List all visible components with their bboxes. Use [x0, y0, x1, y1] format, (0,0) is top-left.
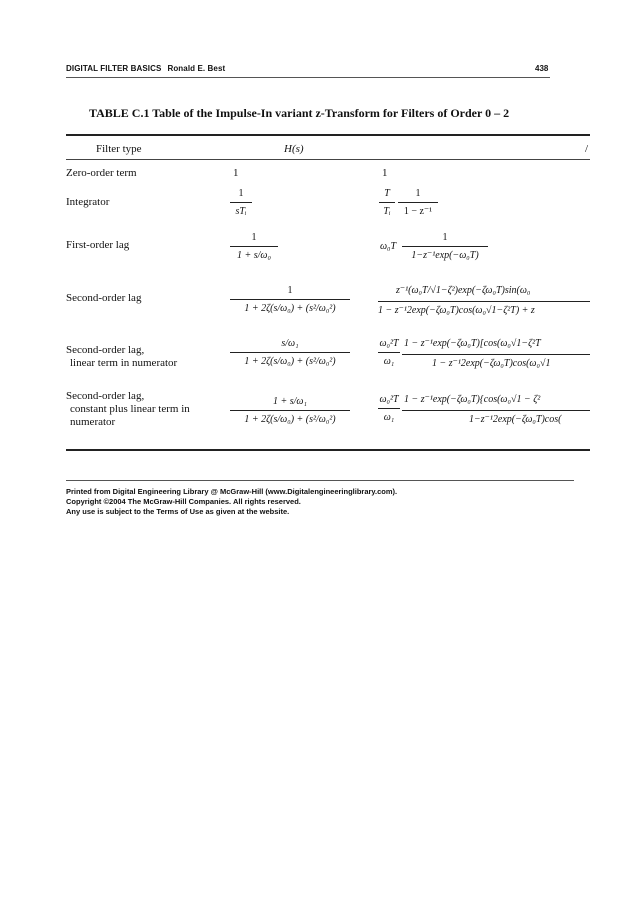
- row-second-order-hz-bar: [378, 301, 590, 302]
- page-number: 438: [535, 64, 549, 73]
- row-first-order-label: First-order lag: [66, 239, 130, 251]
- hs-numerator: 1 + s/ω₁: [273, 396, 307, 407]
- book-title: DIGITAL FILTER BASICS: [66, 64, 162, 73]
- row-zero-order-label: Zero-order term: [66, 167, 137, 179]
- hz-prefix-denominator: ω₁: [383, 412, 395, 423]
- running-header: [66, 64, 225, 73]
- row-constant-linear-hz-numerator: 1 − z⁻¹exp(−ζω₀T){cos(ω₀√1 − ζ²: [404, 394, 541, 405]
- row-integrator-hz-a: [379, 187, 395, 218]
- hz-numerator: 1: [442, 232, 448, 243]
- hs-denominator: 1 + 2ζ(s/ω₀) + (s²/ω₀²): [244, 303, 336, 314]
- hz-prefix-denominator: ω₁: [383, 356, 395, 367]
- label-line-1: Second-order lag,: [66, 390, 145, 402]
- row-first-order-hz: [402, 231, 488, 262]
- row-first-order-hs: [230, 231, 278, 262]
- footer-line-3: Any use is subject to the Terms of Use as given at the website.: [66, 507, 290, 516]
- hz-denominator: 1 − z⁻¹: [403, 206, 433, 217]
- author-name: Ronald E. Best: [167, 64, 226, 73]
- row-second-order-label: Second-order lag: [66, 292, 142, 304]
- row-constant-linear-hs: [230, 395, 350, 426]
- row-linear-numerator-hz-bar: [402, 354, 590, 355]
- row-first-order-hz-prefix: ω₀T: [380, 241, 397, 252]
- label-line-3: numerator: [70, 416, 116, 428]
- footer-line-2: Copyright ©2004 The McGraw-Hill Companies. All rights reserved.: [66, 497, 301, 506]
- column-header-hs: H(s): [284, 143, 304, 155]
- row-linear-numerator-hz-numerator: 1 − z⁻¹exp(−ζω₀T)[cos(ω₀√1−ζ²T: [404, 338, 541, 349]
- row-integrator-label: Integrator: [66, 196, 110, 208]
- row-second-order-hz-denominator: 1 − z⁻¹2exp(−ζω₀T)cos(ω₀√1−ζ²T) + z: [378, 305, 535, 316]
- hs-denominator: sTᵢ: [235, 206, 247, 217]
- column-header-clipped: /: [585, 143, 589, 155]
- hz-prefix-numerator: ω₀²T: [379, 394, 399, 405]
- hz-numerator: T: [384, 188, 390, 199]
- table-top-rule: [66, 134, 590, 136]
- row-constant-linear-hz-denominator: 1−z⁻¹2exp(−ζω₀T)cos(: [469, 414, 562, 425]
- hz-denominator: 1−z⁻¹exp(−ω₀T): [411, 250, 479, 261]
- hz-numerator: 1: [415, 188, 421, 199]
- label-line-2: constant plus linear term in: [70, 403, 190, 415]
- footer-notice: [66, 487, 397, 517]
- row-constant-linear-label: [66, 390, 190, 429]
- row-constant-linear-hz-bar: [402, 410, 590, 411]
- label-line-1: Second-order lag,: [66, 344, 145, 356]
- hs-denominator: 1 + s/ω₀: [237, 250, 271, 261]
- hs-numerator: s/ω₁: [281, 338, 299, 349]
- hs-denominator: 1 + 2ζ(s/ω₀) + (s²/ω₀²): [244, 414, 336, 425]
- row-linear-numerator-hs: [230, 337, 350, 368]
- label-line-2: linear term in numerator: [70, 357, 178, 369]
- header-rule: [66, 77, 550, 78]
- table-caption: TABLE C.1 Table of the Impulse-In variant z-Transform for Filters of Order 0 – 2: [89, 106, 510, 120]
- hz-prefix-numerator: ω₀²T: [379, 338, 399, 349]
- footer-line-1: Printed from Digital Engineering Library @ McGraw-Hill (www.Digitalengineeringlibrary.com).: [66, 487, 398, 496]
- hs-numerator: 1: [238, 188, 244, 199]
- hs-numerator: 1: [251, 232, 257, 243]
- table-bottom-rule: [66, 449, 590, 451]
- hs-numerator: 1: [287, 285, 293, 296]
- hs-denominator: 1 + 2ζ(s/ω₀) + (s²/ω₀²): [244, 356, 336, 367]
- column-header-filter-type: Filter type: [96, 143, 142, 155]
- row-second-order-hs: [230, 284, 350, 315]
- row-integrator-hz-b: [398, 187, 438, 218]
- hz-denominator: Tᵢ: [383, 206, 391, 217]
- footer-rule: [66, 480, 574, 481]
- transform-table: [66, 134, 590, 454]
- row-second-order-hz-numerator: z⁻¹(ω₀T/√1−ζ²)exp(−ζω₀T)sin(ω₀: [396, 285, 531, 296]
- row-zero-order-hs: 1: [233, 167, 239, 179]
- row-linear-numerator-hz-denominator: 1 − z⁻¹2exp(−ζω₀T)cos(ω₀√1: [432, 358, 551, 369]
- row-linear-numerator-hz-prefix: [378, 337, 400, 368]
- row-linear-numerator-label: [66, 344, 177, 370]
- row-constant-linear-hz-prefix: [378, 393, 400, 424]
- table-header-rule: [66, 159, 590, 160]
- row-zero-order-hz: 1: [382, 167, 388, 179]
- row-integrator-hs: [230, 187, 252, 218]
